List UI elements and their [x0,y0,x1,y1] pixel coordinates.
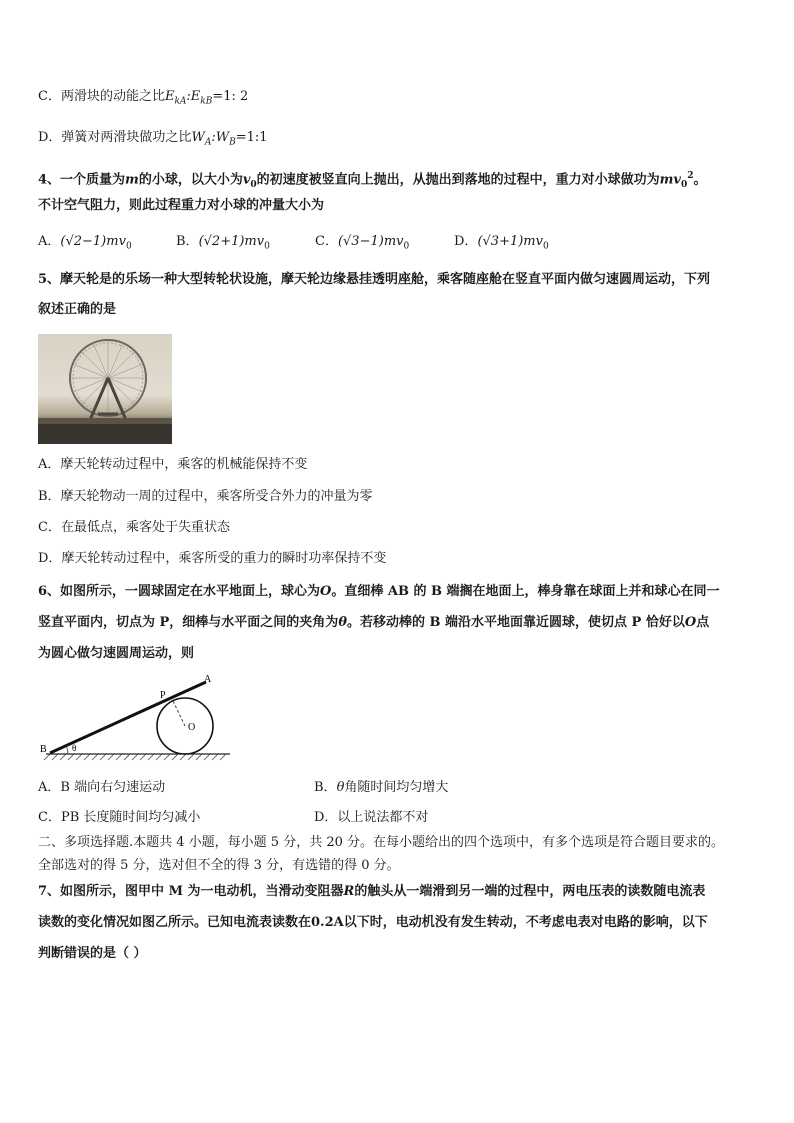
q6-option-d: D．以上说法都不对 [314,810,429,825]
q6-diagram [38,672,238,766]
label-a: A [204,674,212,685]
q4-stem-line2: 不计空气阻力，则此过程重力对小球的冲量大小为 [38,198,325,213]
q5-stem-line2: 叙述正确的是 [38,302,117,317]
q6-stem-line2: 竖直平面内，切点为 P，细棒与水平面之间的夹角为θ。若移动棒的 B 端沿水平地面靠近圆球，使切点 P 恰好以O点 [38,615,710,630]
q7-stem-line3: 判断错误的是（ ） [38,946,147,961]
label-p: P [160,690,166,701]
q7-stem-line2: 读数的变化情况如图乙所示。已知电流表读数在0.2A以下时，电动机没有发生转动，不考虑电表对电路的影响，以下 [38,915,708,930]
q6-option-c: C．PB 长度随时间均匀减小 [38,810,201,825]
q6-stem-line1: 6、如图所示，一圆球固定在水平地面上，球心为O。直细棒 AB 的 B 端搁在地面上，棒身靠在球面上并和球心在同一 [38,584,720,599]
q6-option-b: B．θ角随时间均匀增大 [314,780,449,795]
q4-stem-line1: 4、一个质量为m的小球，以大小为$v_0$的初速度被竖直向上抛出，从抛出到落地的过程中，重力对小球做功为$mv_0^2$。 [38,171,707,190]
q3-option-c: C．两滑块的动能之比$E_{kA}:E_{kB}=1$: 2 [38,89,249,107]
q3-option-d: D．弹簧对两滑块做功之比$W_A:W_B=1:1$ [38,130,268,148]
q5-stem-line1: 5、摩天轮是的乐场一种大型转轮状设施，摩天轮边缘悬挂透明座舱，乘客随座舱在竖直平面内做匀速圆周运动，下列 [38,272,711,287]
label-o: O [188,722,196,733]
q5-option-b: B．摩天轮物动一周的过程中，乘客所受合外力的冲量为零 [38,489,373,504]
q5-option-d: D．摩天轮转动过程中，乘客所受的重力的瞬时功率保持不变 [38,551,387,566]
ferris-wheel-illustration [38,334,172,444]
q6-option-a: A．B 端向右匀速运动 [38,780,166,795]
section2-heading-line1: 二、多项选择题.本题共 4 小题，每小题 5 分，共 20 分。在每小题给出的四个选项中，有多个选项是符合题目要求的。 [38,835,725,850]
q7-stem-line1: 7、如图所示，图甲中 M 为一电动机，当滑动变阻器R的触头从一端滑到另一端的过程中，两电压表的读数随电流表 [38,884,706,899]
section2-heading-line2: 全部选对的得 5 分，选对但不全的得 3 分，有选错的得 0 分。 [38,858,400,873]
q5-option-a: A．摩天轮转动过程中，乘客的机械能保持不变 [38,457,308,472]
label-theta: θ [72,743,77,753]
q6-stem-line3: 为圆心做匀速圆周运动，则 [38,646,195,661]
q4-option-b: B．$(√2+1)mv_0$ [176,234,270,252]
q5-option-c: C．在最低点，乘客处于失重状态 [38,520,230,535]
q4-option-d: D．$(√3+1)mv_0$ [454,234,549,252]
label-b: B [40,744,47,755]
ferris-wheel-photo [38,334,172,444]
q4-option-a: A．$(√2-1)mv_0$ [38,234,132,252]
q4-option-c: C．$(√3-1)mv_0$ [315,234,410,252]
rod-and-sphere-figure [38,672,238,762]
